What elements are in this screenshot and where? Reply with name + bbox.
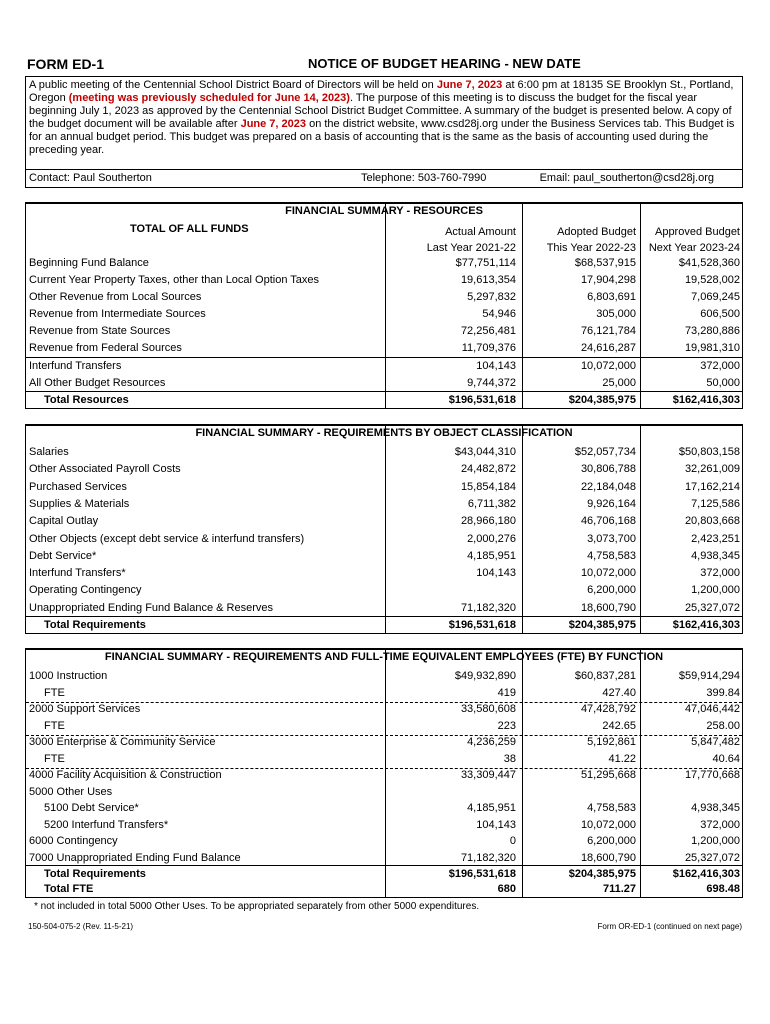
approved-value: 1,200,000 [691,584,740,597]
row-label: Total FTE [44,883,94,895]
actual-value: 28,966,180 [460,515,516,528]
actual-value: $43,044,310 [454,446,516,458]
table-row [26,850,742,867]
adopted-value: 51,295,668 [580,769,636,781]
approved-value: $162,416,303 [672,868,740,880]
adopted-value: 17,904,298 [580,274,636,286]
adopted-value: 711.27 [602,883,636,895]
actual-value: 104,143 [476,567,516,580]
row-label: Supplies & Materials [29,497,130,510]
continued-note: Form OR-ED-1 (continued on next page) [597,922,742,931]
header-line: Approved Budget [654,226,740,238]
footnote: * not included in total 5000 Other Uses. To be appropriated separately from other 5000 expenditures. [34,901,480,912]
availability-date: June 7, 2023 [240,118,307,130]
adopted-value: $60,837,281 [574,670,636,682]
actual-value: 4,185,951 [467,549,516,562]
actual-value: 19,613,354 [460,274,516,286]
row-label: All Other Budget Resources [29,377,166,389]
form-id: FORM ED-1 [27,56,104,72]
row-label: Operating Contingency [29,584,142,597]
actual-value: 2,000,276 [467,532,516,545]
table-row [26,323,742,340]
row-label: Revenue from Federal Sources [29,342,182,354]
table-row [26,289,742,306]
intro-part: on the district website, www.csd28j.org under the Business Services tab. This Budget is for an annual budget period. This budget was prepared on a basis of accounting that is the same as the basis of accounting used during the preceding year. [29,118,735,156]
adopted-value: 30,806,788 [580,463,636,476]
row-label: FTE [44,686,65,699]
actual-value: 680 [497,883,516,895]
row-label: Purchased Services [29,480,127,493]
resources-section [25,202,743,409]
adopted-value: 242.65 [602,719,636,732]
adopted-value: 76,121,784 [580,325,636,337]
column-header-funds: TOTAL OF ALL FUNDS [130,223,249,235]
table-row [26,751,742,769]
actual-value: 104,143 [476,818,516,831]
requirements-section [25,424,743,634]
row-label: Revenue from Intermediate Sources [29,308,206,320]
actual-value: 33,580,608 [460,703,516,715]
approved-value: 17,162,214 [684,480,740,493]
table-row [26,685,742,703]
adopted-value: 427.40 [602,686,636,699]
actual-value: 223 [497,719,516,732]
adopted-value: 22,184,048 [580,480,636,493]
approved-value: 372,000 [700,818,740,831]
adopted-value: 41.22 [608,752,636,765]
actual-value: 54,946 [482,308,516,320]
approved-value: $162,416,303 [672,394,740,406]
adopted-value: 10,072,000 [580,567,636,580]
row-label: FTE [44,719,65,732]
header-line: Last Year 2021-22 [426,242,516,254]
approved-value: 25,327,072 [684,851,740,864]
adopted-value: 4,758,583 [587,802,636,814]
approved-value: 19,981,310 [684,342,740,354]
header-line: Actual Amount [445,226,516,238]
actual-value: $49,932,890 [454,670,516,682]
intro-part: A public meeting of the Centennial School District Board of Directors will be held on [29,79,437,91]
approved-value: $50,803,158 [678,446,740,458]
intro-box [25,76,743,188]
actual-value: 11,709,376 [461,342,516,354]
approved-value: 19,528,002 [684,274,740,286]
section-title: FINANCIAL SUMMARY - REQUIREMENTS AND FULL-TIME EQUIVALENT EMPLOYEES (FTE) BY FUNCTION [104,651,664,663]
adopted-value: $52,057,734 [574,446,636,458]
actual-value: 15,854,184 [460,480,516,493]
approved-value: 40.64 [712,752,740,765]
adopted-value: 6,200,000 [587,584,636,597]
approved-value: 698.48 [706,883,740,895]
approved-value: 7,069,245 [691,291,740,303]
table-row [26,479,742,496]
actual-value: 9,744,372 [467,377,516,389]
table-row [26,600,742,617]
table-row [26,817,742,834]
table-row [26,718,742,736]
row-label: Total Requirements [44,868,146,880]
actual-value: 5,297,832 [467,291,516,303]
actual-value: 104,143 [476,360,516,372]
approved-value: 17,770,668 [684,769,740,781]
row-label: Unappropriated Ending Fund Balance & Reserves [29,601,273,614]
row-label: Debt Service* [29,549,97,562]
row-label: 4000 Facility Acquisition & Construction [29,769,222,781]
adopted-value: 18,600,790 [580,601,636,614]
adopted-value: 6,200,000 [587,835,636,847]
row-label: Total Requirements [44,619,146,631]
table-row [26,565,742,582]
row-label: Capital Outlay [29,515,99,528]
adopted-value: 10,072,000 [580,818,636,831]
actual-value: 72,256,481 [460,325,516,337]
function-section [25,648,743,898]
rescheduled-note: (meeting was previously scheduled for June 14, 2023) [68,92,350,104]
adopted-value: 305,000 [596,308,636,320]
adopted-value: 3,073,700 [587,532,636,545]
row-label: 5200 Interfund Transfers* [44,818,169,831]
header-line: Adopted Budget [557,226,636,238]
approved-value: 372,000 [700,360,740,372]
table-row [26,461,742,478]
approved-value: 399.84 [706,686,740,699]
approved-value: $41,528,360 [678,257,740,269]
table-row [26,255,742,272]
actual-value: 4,236,259 [467,736,516,748]
actual-value: 0 [509,835,516,847]
table-row [26,358,742,375]
approved-value: 50,000 [706,377,740,389]
form-header [27,56,744,76]
approved-value: 372,000 [700,567,740,580]
adopted-value: 10,072,000 [580,360,636,372]
table-row [26,701,742,718]
adopted-value: $204,385,975 [568,394,636,406]
contact-telephone: Telephone: 503-760-7990 [361,172,487,184]
table-row [26,582,742,599]
approved-value: $59,914,294 [678,670,740,682]
actual-value: 24,482,872 [460,463,516,476]
adopted-value: $68,537,915 [574,257,636,269]
row-label: 6000 Contingency [29,835,118,847]
table-row [26,306,742,323]
row-label: 7000 Unappropriated Ending Fund Balance [29,851,241,864]
intro-part: at 6:00 pm at 18135 SE Brooklyn St., Portland, Oregon [29,79,734,104]
intro-text [29,79,739,157]
adopted-value: 46,706,168 [580,515,636,528]
approved-value: $162,416,303 [672,619,740,631]
actual-value: 38 [503,752,516,765]
form-number: 150-504-075-2 (Rev. 11-5-21) [28,922,134,931]
row-label: Other Revenue from Local Sources [29,291,202,303]
adopted-value: 47,428,792 [580,703,636,715]
contact-email: Email: paul_southerton@csd28j.org [539,172,714,184]
row-label: 5000 Other Uses [29,785,113,798]
actual-value: 71,182,320 [460,601,516,614]
row-label: Revenue from State Sources [29,325,171,337]
row-label: 2000 Support Services [29,703,141,715]
actual-value: $196,531,618 [448,868,516,880]
row-label: Salaries [29,446,69,458]
row-label: 5100 Debt Service* [44,802,139,814]
approved-value: 20,803,668 [684,515,740,528]
approved-value: 5,847,482 [691,736,740,748]
actual-value: $77,751,114 [455,257,516,269]
row-label: Beginning Fund Balance [29,257,149,269]
row-label: Other Associated Payroll Costs [29,463,181,476]
row-label: Interfund Transfers* [29,567,126,580]
adopted-value: 25,000 [602,377,636,389]
table-row [26,340,742,358]
table-row [26,496,742,513]
row-label: 3000 Enterprise & Community Service [29,736,216,748]
approved-value: 606,500 [700,308,740,320]
actual-value: 6,711,382 [467,497,516,510]
adopted-value: 4,758,583 [587,549,636,562]
approved-value: 25,327,072 [684,601,740,614]
adopted-value: 6,803,691 [587,291,636,303]
table-row [26,375,742,392]
adopted-value: 5,192,861 [587,736,636,748]
table-row [26,784,742,801]
approved-value: 73,280,886 [684,325,740,337]
row-label: Current Year Property Taxes, other than Local Option Taxes [29,274,320,286]
notice-title: NOTICE OF BUDGET HEARING - NEW DATE [308,56,581,71]
table-row [26,531,742,548]
section-title: FINANCIAL SUMMARY - RESOURCES [285,205,483,217]
table-row [26,800,742,817]
contact-name: Contact: Paul Southerton [29,172,152,184]
adopted-value: 24,616,287 [580,342,636,354]
adopted-value: 18,600,790 [580,851,636,864]
column-header-approved [610,224,740,256]
row-label: 1000 Instruction [29,670,108,682]
table-row [26,272,742,289]
actual-value: $196,531,618 [448,394,516,406]
approved-value: 32,261,009 [684,463,740,476]
table-row [26,833,742,850]
actual-value: 71,182,320 [460,851,516,864]
section-title: FINANCIAL SUMMARY - REQUIREMENTS BY OBJECT CLASSIFICATION [195,427,573,439]
adopted-value: $204,385,975 [568,619,636,631]
table-row [26,734,742,751]
total-row [26,616,742,634]
approved-value: 7,125,586 [691,497,740,510]
row-label: Other Objects (except debt service & interfund transfers) [29,532,305,545]
approved-value: 4,938,345 [691,802,740,814]
actual-value: 419 [497,686,516,699]
table-row [26,444,742,461]
approved-value: 2,423,251 [691,532,740,545]
table-row [26,767,742,784]
actual-value: 4,185,951 [467,802,516,814]
table-row [26,668,742,685]
intro-part: . The purpose of this meeting is to discuss the budget for the fiscal year beginning July 1, 2023 as approved by the Centennial School District Budget Committee. A summary of the budget is presented below. A copy of the budget document will be available after [29,92,732,130]
approved-value: 258.00 [706,719,740,732]
header-line: Next Year 2023-24 [648,242,740,254]
adopted-value: 9,926,164 [587,497,636,510]
column-header-actual [386,224,516,256]
header-line: This Year 2022-23 [546,242,636,254]
row-label: FTE [44,752,65,765]
row-label: Total Resources [44,394,129,406]
approved-value: 47,046,442 [684,703,740,715]
actual-value: $196,531,618 [448,619,516,631]
actual-value: 33,309,447 [460,769,516,781]
divider [26,169,742,170]
total-row [26,391,742,409]
total-fte-row [26,881,742,898]
row-label: Interfund Transfers [29,360,122,372]
table-row [26,548,742,565]
adopted-value: $204,385,975 [568,868,636,880]
table-row [26,513,742,530]
meeting-date: June 7, 2023 [436,79,503,91]
approved-value: 4,938,345 [691,549,740,562]
approved-value: 1,200,000 [691,835,740,847]
